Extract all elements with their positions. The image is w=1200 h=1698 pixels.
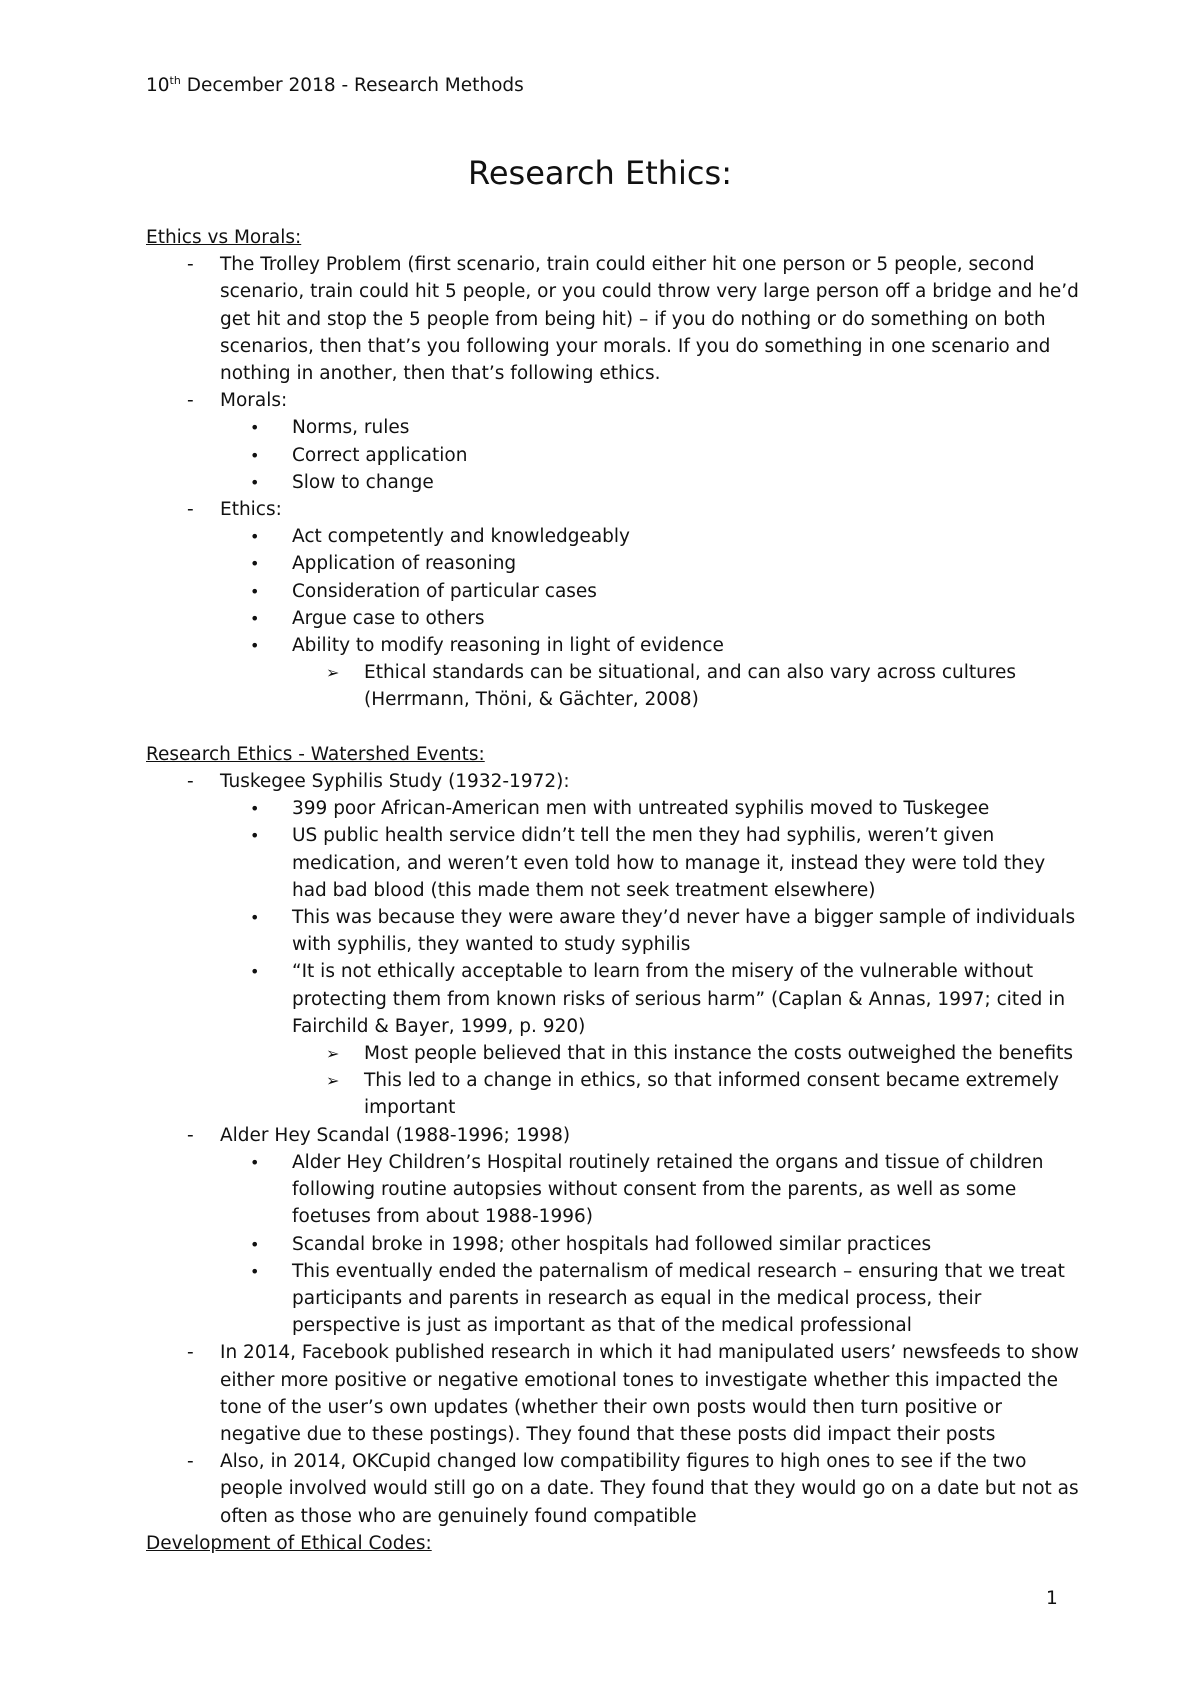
bullet-icon: • [250, 1152, 260, 1172]
header-day: 10 [146, 75, 170, 97]
line-text: 399 poor African-American men with untreated syphilis moved to Tuskegee [292, 798, 990, 820]
bullet-item [146, 1149, 1066, 1176]
line-text: Most people believed that in this instance the costs outweighed the benefits [364, 1043, 1074, 1065]
bullet-icon: • [250, 962, 260, 982]
line-text: important [364, 1097, 456, 1119]
bullet-item [146, 795, 1066, 822]
bullet-icon: • [250, 527, 260, 547]
line-text: Fairchild & Bayer, 1999, p. 920) [292, 1015, 586, 1037]
dash-marker: - [187, 771, 194, 793]
page-header [146, 74, 524, 96]
dash-marker: - [187, 1342, 194, 1364]
line-text: medication, and weren’t even told how to manage it, instead they were told they [292, 852, 1046, 874]
arrow-bullet-icon: ➢ [326, 1071, 340, 1091]
bullet-icon: • [250, 826, 260, 846]
document-title: Research Ethics: [468, 154, 732, 192]
line-text: Consideration of particular cases [292, 580, 597, 602]
dash-item-continuation [146, 1503, 1066, 1530]
dash-item-continuation [146, 306, 1066, 333]
bullet-icon: • [250, 636, 260, 656]
line-text: perspective is just as important as that of the medical professional [292, 1315, 912, 1337]
dash-item [146, 1339, 1079, 1366]
line-text: get hit and stop the 5 people from being hit) – if you do nothing or do something on both [220, 308, 1046, 330]
dash-item [146, 768, 1066, 795]
bullet-item [146, 822, 1066, 849]
dash-item-continuation [146, 360, 1066, 387]
line-text: Morals: [220, 390, 288, 412]
line-text: (Herrmann, Thöni, & Gächter, 2008) [364, 689, 699, 711]
line-text: scenario, train could hit 5 people, or you could throw very large person off a bridge and he’d [220, 281, 1079, 303]
bullet-icon: • [250, 799, 260, 819]
bullet-icon: • [250, 1261, 260, 1281]
line-text: Ethics: [220, 499, 282, 521]
dash-item [146, 1122, 1066, 1149]
line-text: US public health service didn’t tell the men they had syphilis, weren’t given [292, 825, 995, 847]
line-text: often as those who are genuinely found compatible [220, 1505, 697, 1527]
line-text: following routine autopsies without consent from the parents, as well as some [292, 1179, 1017, 1201]
dash-item [146, 496, 1066, 523]
line-text: Slow to change [292, 471, 434, 493]
line-text: Also, in 2014, OKCupid changed low compatibility figures to high ones to see if the two [220, 1451, 1027, 1473]
bullet-item-continuation [146, 1203, 1066, 1230]
bullet-item [146, 578, 1066, 605]
dash-item-continuation [146, 333, 1066, 360]
bullet-item [146, 414, 1066, 441]
dash-marker: - [187, 254, 194, 276]
dash-item-continuation [146, 1421, 1066, 1448]
line-text: This eventually ended the paternalism of medical research – ensuring that we treat [292, 1260, 1065, 1282]
line-text: scenarios, then that’s you following your morals. If you do something in one scenario and [220, 335, 1051, 357]
dash-item-continuation [146, 278, 1079, 305]
bullet-item [146, 469, 1066, 496]
bullet-item-continuation [146, 877, 1066, 904]
page-number: 1 [1046, 1588, 1058, 1609]
bullet-item [146, 958, 1066, 985]
bullet-icon: • [250, 1234, 260, 1254]
bullet-icon: • [250, 608, 260, 628]
line-text: had bad blood (this made them not seek treatment elsewhere) [292, 879, 876, 901]
arrow-bullet-icon: ➢ [326, 663, 340, 683]
line-text: Research Ethics - Watershed Events: [146, 743, 485, 765]
line-text: Alder Hey Scandal (1988-1996; 1998) [220, 1124, 571, 1146]
line-text: people involved would still go on a date. They found that they would go on a date but not as [220, 1478, 1079, 1500]
line-text: Development of Ethical Codes: [146, 1532, 432, 1554]
line-text: This was because they were aware they’d never have a bigger sample of individuals [292, 907, 1076, 929]
blank-line [146, 714, 1066, 741]
bullet-icon: • [250, 445, 260, 465]
bullet-item [146, 904, 1076, 931]
line-text: Correct application [292, 444, 468, 466]
arrow-item-continuation [146, 686, 1066, 713]
line-text: participants and parents in research as equal in the medical process, their [292, 1287, 982, 1309]
arrow-item [146, 1067, 1066, 1094]
dash-item-continuation [146, 1367, 1066, 1394]
section-heading [146, 741, 1066, 768]
line-text: Scandal broke in 1998; other hospitals had followed similar practices [292, 1233, 932, 1255]
header-text: December 2018 - Research Methods [180, 75, 524, 97]
dash-item-continuation [146, 1475, 1079, 1502]
bullet-item [146, 1258, 1066, 1285]
document-body [146, 224, 1079, 1557]
dash-marker: - [187, 390, 194, 412]
line-text: “It is not ethically acceptable to learn from the misery of the vulnerable without [292, 961, 1034, 983]
dash-marker: - [187, 1124, 194, 1146]
bullet-icon: • [250, 554, 260, 574]
dash-item [146, 387, 1066, 414]
line-text: tone of the user’s own updates (whether their own posts would then turn positive or [220, 1396, 1002, 1418]
bullet-item-continuation [146, 1285, 1066, 1312]
bullet-item [146, 632, 1066, 659]
line-text: In 2014, Facebook published research in which it had manipulated users’ newsfeeds to show [220, 1342, 1079, 1364]
bullet-icon: • [250, 418, 260, 438]
dash-item [146, 251, 1066, 278]
bullet-item [146, 442, 1066, 469]
line-text: protecting them from known risks of serious harm” (Caplan & Annas, 1997; cited in [292, 988, 1066, 1010]
line-text: Norms, rules [292, 417, 410, 439]
dash-marker: - [187, 499, 194, 521]
line-text: Application of reasoning [292, 553, 517, 575]
arrow-item-continuation [146, 1094, 1066, 1121]
dash-item [146, 1448, 1066, 1475]
bullet-item [146, 523, 1066, 550]
arrow-item [146, 1040, 1074, 1067]
line-text: Ability to modify reasoning in light of evidence [292, 635, 724, 657]
line-text: Argue case to others [292, 607, 485, 629]
bullet-icon: • [250, 908, 260, 928]
bullet-item [146, 605, 1066, 632]
bullet-item-continuation [146, 1013, 1066, 1040]
line-text: Act competently and knowledgeably [292, 526, 630, 548]
line-text: negative due to these postings). They found that these posts did impact their posts [220, 1423, 996, 1445]
arrow-item [146, 659, 1066, 686]
bullet-item-continuation [146, 986, 1066, 1013]
line-text: nothing in another, then that’s following ethics. [220, 363, 661, 385]
bullet-item-continuation [146, 931, 1066, 958]
line-text: either more positive or negative emotional tones to investigate whether this impacted the [220, 1369, 1058, 1391]
bullet-icon: • [250, 472, 260, 492]
line-text: This led to a change in ethics, so that informed consent became extremely [364, 1070, 1059, 1092]
line-text: foetuses from about 1988-1996) [292, 1206, 593, 1228]
bullet-item-continuation [146, 850, 1066, 877]
line-text: Alder Hey Children’s Hospital routinely retained the organs and tissue of children [292, 1151, 1044, 1173]
bullet-icon: • [250, 581, 260, 601]
bullet-item-continuation [146, 1312, 1066, 1339]
dash-marker: - [187, 1451, 194, 1473]
bullet-item [146, 1231, 1066, 1258]
bullet-item [146, 550, 1066, 577]
dash-item-continuation [146, 1394, 1066, 1421]
bullet-item-continuation [146, 1176, 1066, 1203]
line-text: Ethics vs Morals: [146, 227, 302, 248]
line-text: Tuskegee Syphilis Study (1932-1972): [220, 771, 570, 793]
arrow-bullet-icon: ➢ [326, 1044, 340, 1064]
line-text: with syphilis, they wanted to study syphilis [292, 934, 691, 956]
line-text: The Trolley Problem (first scenario, train could either hit one person or 5 people, second [220, 254, 1035, 276]
line-text: Ethical standards can be situational, and can also vary across cultures [364, 662, 1017, 684]
section-heading [146, 1530, 1066, 1557]
section-heading [146, 224, 1066, 251]
header-ordinal: th [169, 74, 181, 87]
